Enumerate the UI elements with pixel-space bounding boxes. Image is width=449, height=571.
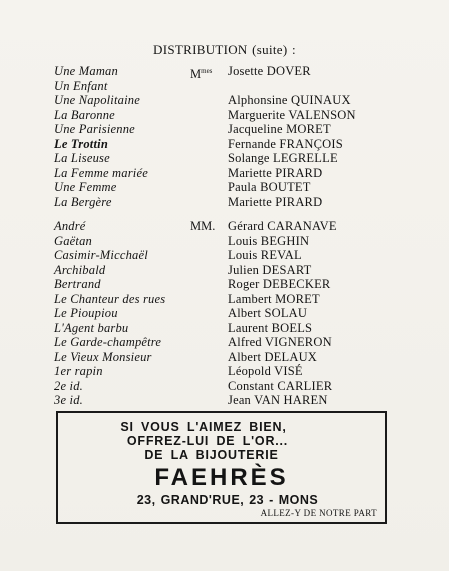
section-gap: [54, 209, 394, 219]
actor-name: Jean VAN HAREN: [228, 393, 328, 407]
cast-row: [54, 166, 394, 181]
title-prefix-mesdames: $M^{mes}$: [190, 67, 213, 81]
role-name: Gaëtan: [54, 233, 92, 248]
actor-name: Jacqueline MORET: [228, 122, 331, 136]
jewelry-advertisement: [56, 411, 387, 524]
role-name: Un Enfant: [54, 78, 108, 93]
cast-row: [54, 234, 394, 249]
role-name: La Liseuse: [54, 151, 110, 165]
ad-brand-name: FAEHRÈS: [154, 464, 289, 491]
role-name: La Bergère: [54, 194, 112, 209]
role-name: Le Garde-champêtre: [54, 335, 162, 349]
cast-row: [54, 321, 394, 336]
ad-line-1: SI VOUS L'AIMEZ BIEN,: [120, 420, 287, 434]
role-name: Bertrand: [54, 277, 101, 291]
ad-address: 23, GRAND'RUE, 23 - MONS: [136, 493, 319, 507]
cast-row: [54, 292, 394, 307]
cast-row: [54, 137, 394, 152]
role-name: Une Parisienne: [54, 122, 135, 136]
actor-name: Constant CARLIER: [228, 378, 333, 393]
cast-row: [54, 306, 394, 321]
ad-tagline: ALLEZ-Y DE NOTRE PART: [260, 508, 377, 518]
cast-list: [54, 64, 394, 408]
actor-name: Léopold VISÉ: [228, 364, 303, 378]
actor-name: Mariette PIRARD: [228, 194, 323, 209]
cast-row: [54, 248, 394, 263]
role-name: Archibald: [54, 262, 106, 277]
cast-row: [54, 64, 394, 79]
actor-name: Gérard CARANAVE: [228, 219, 337, 233]
actor-name: Lambert MORET: [228, 291, 320, 306]
title-prefix-messieurs: MM.: [190, 219, 216, 233]
role-name: Le Vieux Monsieur: [54, 349, 152, 364]
role-name: Le Chanteur des rues: [54, 291, 166, 306]
cast-row: [54, 180, 394, 195]
cast-row: [54, 79, 394, 94]
cast-row: [54, 195, 394, 210]
role-name: Une Napolitaine: [54, 93, 140, 107]
actor-name: Albert SOLAU: [228, 306, 308, 320]
cast-row: [54, 151, 394, 166]
cast-row: [54, 122, 394, 137]
ad-line-2: OFFREZ-LUI DE L'OR...: [126, 434, 289, 448]
actor-name: Albert DELAUX: [228, 349, 318, 364]
role-name: Le Pioupiou: [54, 306, 118, 320]
actor-name: Mariette PIRARD: [228, 165, 323, 180]
actor-name: Marguerite VALENSON: [228, 107, 356, 122]
cast-row: [54, 93, 394, 108]
actor-name: Louis BEGHIN: [228, 233, 310, 248]
ad-line-3: DE LA BIJOUTERIE: [144, 448, 279, 462]
cast-row: [54, 219, 394, 234]
actor-name: Paula BOUTET: [228, 180, 311, 194]
actor-name: Alphonsine QUINAUX: [228, 93, 351, 107]
role-name: Une Maman: [54, 64, 118, 78]
cast-row: [54, 263, 394, 278]
role-name: La Baronne: [54, 107, 115, 122]
actor-name: Louis REVAL: [228, 248, 302, 262]
actor-name: Solange LEGRELLE: [228, 151, 338, 165]
role-name: 3e id.: [54, 393, 83, 407]
role-name: L'Agent barbu: [54, 320, 129, 335]
cast-row: [54, 379, 394, 394]
role-name: Casimir-Micchaël: [54, 248, 148, 262]
actor-name: Roger DEBECKER: [228, 277, 331, 291]
role-name: Une Femme: [54, 180, 117, 194]
page-title: DISTRIBUTION (suite) :: [153, 42, 296, 57]
cast-row: [54, 364, 394, 379]
role-name: La Femme mariée: [54, 165, 148, 180]
actor-name: Fernande FRANÇOIS: [228, 136, 343, 151]
cast-row: [54, 350, 394, 365]
cast-row: [54, 393, 394, 408]
role-name: 1er rapin: [54, 364, 103, 378]
actor-name: Josette DOVER: [228, 64, 311, 78]
role-name: 2e id.: [54, 378, 83, 393]
cast-row: [54, 335, 394, 350]
role-name: André: [54, 219, 86, 233]
actor-name: Alfred VIGNERON: [228, 335, 332, 349]
actor-name: Julien DESART: [228, 262, 312, 277]
cast-row: [54, 108, 394, 123]
role-name: Le Trottin: [54, 136, 108, 151]
actor-name: Laurent BOELS: [228, 320, 313, 335]
cast-row: [54, 277, 394, 292]
